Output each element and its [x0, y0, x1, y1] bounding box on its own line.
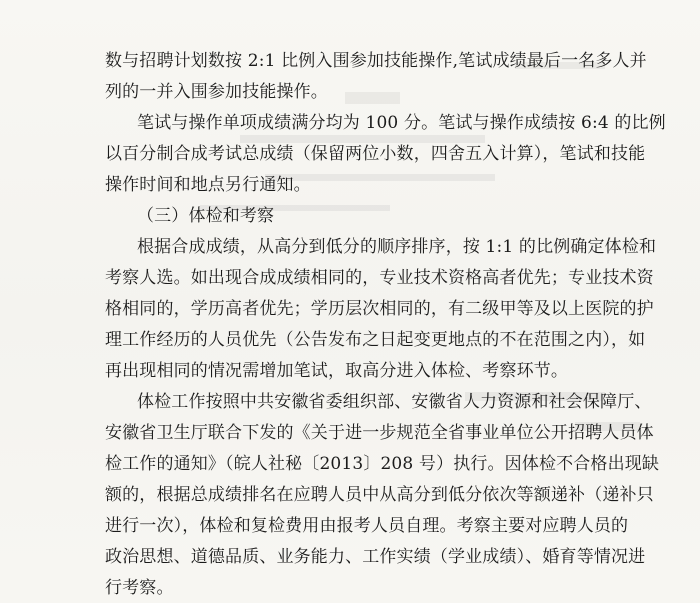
paragraph-line-3: 笔试与操作单项成绩满分均为 100 分。笔试与操作成绩按 6:4 的比例 — [137, 113, 666, 133]
paragraph-line-18: 行考察。 — [105, 578, 174, 598]
paragraph-line-12: 体检工作按照中共安徽省委组织部、安徽省人力资源和社会保障厅、 — [137, 392, 652, 412]
paragraph-line-17: 政治思想、道德品质、业务能力、工作实绩（学业成绩）、婚育等情况进 — [105, 547, 646, 567]
paragraph-line-4: 以百分制合成考试总成绩（保留两位小数，四舍五入计算），笔试和技能 — [105, 144, 646, 164]
section-heading: （三）体检和考察 — [137, 206, 275, 226]
paragraph-line-8: 考察人选。如出现合成成绩相同的，专业技术资格高者优先；专业技术资 — [105, 268, 654, 288]
paragraph-line-9: 格相同的，学历高者优先；学历层次相同的，有二级甲等及以上医院的护 — [105, 299, 654, 319]
paragraph-line-15: 额的，根据总成绩排名在应聘人员中从高分到低分依次等额递补（递补只 — [105, 485, 654, 505]
paragraph-line-16: 进行一次），体检和复检费用由报考人员自理。考察主要对应聘人员的 — [105, 516, 629, 536]
paragraph-line-14: 检工作的通知》（皖人社秘〔2013〕208 号）执行。因体检不合格出现缺 — [105, 454, 660, 474]
paragraph-line-13: 安徽省卫生厅联合下发的《关于进一步规范全省事业单位公开招聘人员体 — [105, 423, 654, 443]
paragraph-line-11: 再出现相同的情况需增加笔试，取高分进入体检、考察环节。 — [105, 361, 569, 381]
paragraph-line-1: 数与招聘计划数按 2:1 比例入围参加技能操作,笔试成绩最后一名多人并 — [105, 51, 647, 71]
paragraph-line-2: 列的一并入围参加技能操作。 — [105, 82, 328, 102]
paragraph-line-10: 理工作经历的人员优先（公告发布之日起变更地点的不在范围之内），如 — [105, 330, 646, 350]
paragraph-line-7: 根据合成成绩，从高分到低分的顺序排序，按 1:1 的比例确定体检和 — [137, 237, 657, 257]
paragraph-line-5: 操作时间和地点另行通知。 — [105, 175, 311, 195]
